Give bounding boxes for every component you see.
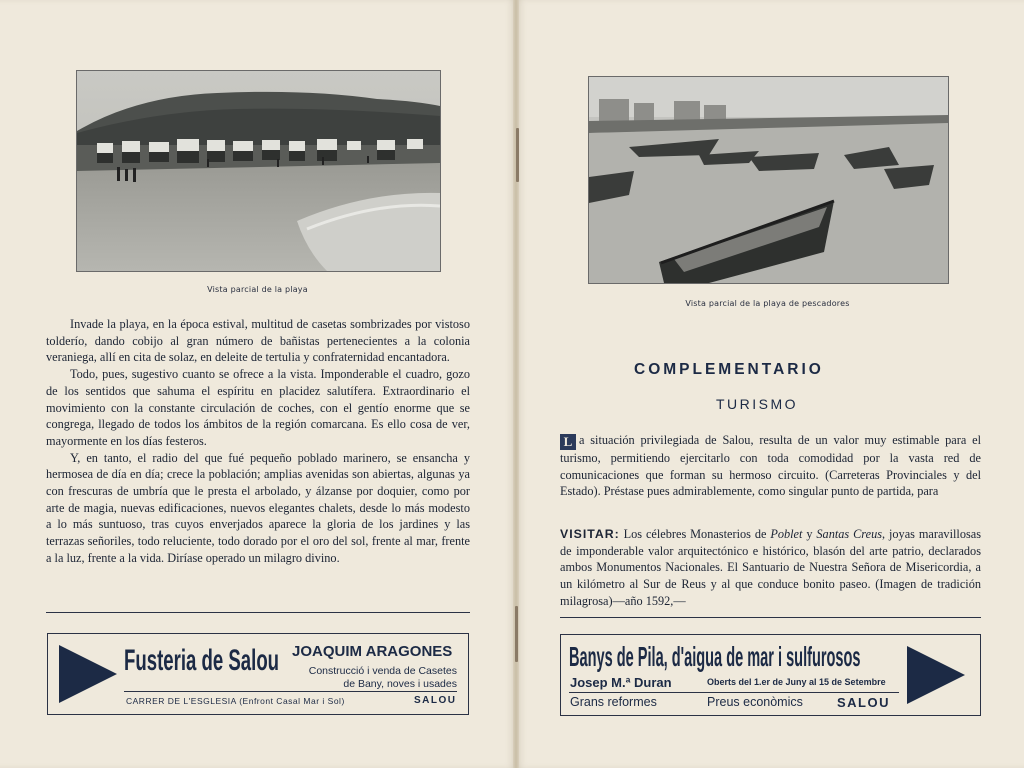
ad-divider <box>124 691 457 692</box>
ad-reforms: Grans reformes <box>570 695 657 709</box>
ad-town: SALOU <box>837 695 890 710</box>
banys-ad <box>560 634 981 716</box>
staple <box>515 606 518 662</box>
beach-photo-caption: Vista parcial de la playa <box>207 285 308 294</box>
ad-owner: JOAQUIM ARAGONES <box>292 643 453 660</box>
staple <box>516 128 519 182</box>
ad-desc-line2: de Bany, noves i usades <box>343 678 457 690</box>
ad-owner: Josep M.ª Duran <box>570 675 672 690</box>
right-visit-text <box>560 526 981 610</box>
ad-address: CARRER DE L'ESGLESIA (Enfront Casal Mar i Sol) <box>126 696 345 706</box>
fusteria-ad <box>47 633 469 715</box>
paragraph: Todo, pues, sugestivo cuanto se ofrece a la vista. Imponderable el cuadro, gozo de los sentidos que sahuma el espíritu en placidez salutífera. Extraordinario el movimiento con la constante circulación de coches, con el gentío enorme que se congrega, llegado de todos los ámbitos de la región comarcana. Es ello cosa de ver, mayormente en los días festeros. <box>46 367 470 448</box>
right-page <box>516 0 1024 768</box>
paragraph: Invade la playa, en la época estival, multitud de casetas sombrizades por vistoso tolderío, dando cobijo al gran número de bañistas pertenecientes a la colonia veraniega, allí en cita de solaz, en deleite de tertulia y confraternidad encantadora. <box>46 317 470 365</box>
ad-divider <box>569 692 899 693</box>
intro-text: a situación privilegiada de Salou, resulta de un valor muy estimable para el turismo, permitiendo ejercitarlo con toda comodidad por la vasta red de comunicaciones que forman su hermoso circuito. (Carreteras Provinciales y del Estado). Préstase pues admirablemente, como singular punto de partida, para <box>560 433 981 499</box>
left-body-text <box>46 316 470 567</box>
visit-label: VISITAR: <box>560 527 620 541</box>
santas-creus-name: Santas Creus <box>816 527 883 541</box>
visit-paragraph <box>560 526 981 610</box>
visit-text: , joyas maravillosas de imponderable valor arquitectónico e histórico, blasón del arte patrio, declarados ambos Monumentos Nacionales. El Santuario de Nuestra Señora de Misericordia, a un kilómetro al Sur de Reus y al que conduce bonito paseo. (Imagen de tradición milagrosa)—año 1592,— <box>560 527 981 608</box>
ad-town: SALOU <box>414 695 457 706</box>
section-heading: COMPLEMENTARIO <box>634 361 824 378</box>
arrow-right-icon <box>907 646 965 704</box>
ad-hours: Oberts del 1.er de Juny al 15 de Setembre <box>707 677 886 687</box>
divider <box>46 612 470 613</box>
ad-desc-line1: Construcció i venda de Casetes <box>308 665 457 677</box>
right-intro-text <box>560 432 981 500</box>
arrow-right-icon <box>59 645 117 703</box>
ad-prices: Preus econòmics <box>707 695 803 709</box>
paragraph: Y, en tanto, el radio del que fué pequeño poblado marinero, se ensancha y hermosea de día en día; crece la población; amplias avenidas son abiertas, algunas ya con frescuras de umbría que le presta el arbolado, y álzanse por doquier, como por arte de magia, nuevas edificaciones, nuevos elegantes chalets, desde lo más modesto a lo más suntuoso, tras cuyos enverjados aparece la gloria de los jardines y las terrazas señoriles, todo reluciente, todo dorado por el oro del sol, frente al mar, frente a la luz, frente a la vida. Diríase operado un milagro divino. <box>46 450 470 565</box>
ad-title: Banys de Pila, d'aigua de mar i sulfurosos <box>569 641 861 672</box>
fishermen-photo-caption: Vista parcial de la playa de pescadores <box>685 299 850 308</box>
section-subheading: TURISMO <box>716 396 799 412</box>
intro-paragraph <box>560 432 981 500</box>
visit-text: y <box>802 527 817 541</box>
fishermen-beach-photo <box>588 76 949 284</box>
dropcap-letter: L <box>560 434 576 450</box>
visit-text: Los célebres Monasterios de <box>619 527 771 541</box>
poblet-name: Poblet <box>770 527 803 541</box>
divider <box>560 617 981 618</box>
ad-title: Fusteria de Salou <box>124 644 280 677</box>
beach-photo <box>76 70 441 272</box>
